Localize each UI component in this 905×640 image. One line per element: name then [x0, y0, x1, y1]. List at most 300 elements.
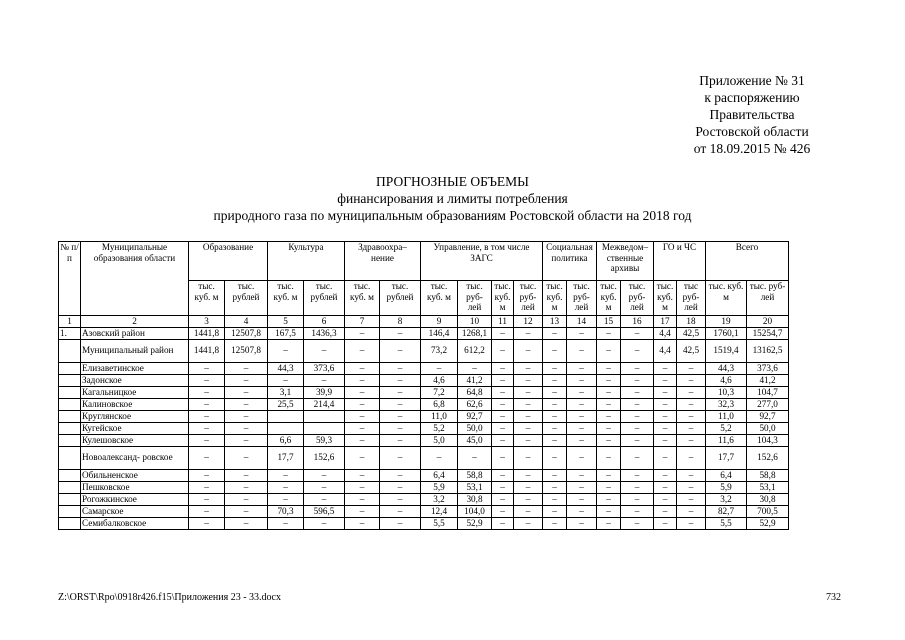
table-cell: 64,8 — [458, 386, 492, 398]
table-cell — [304, 422, 345, 434]
table-cell: 612,2 — [458, 339, 492, 362]
table-cell: – — [225, 434, 268, 446]
table-cell: – — [654, 481, 677, 493]
row-name: Кулешовское — [81, 434, 189, 446]
table-cell: – — [225, 481, 268, 493]
table-row — [59, 386, 789, 398]
table-cell: – — [492, 374, 514, 386]
table-cell: – — [421, 446, 458, 469]
table-cell: – — [514, 386, 543, 398]
row-index — [59, 339, 81, 362]
header-group-education: Образование — [189, 242, 268, 281]
table-row — [59, 410, 789, 422]
table-cell: – — [268, 374, 304, 386]
table-cell: – — [567, 339, 597, 362]
table-cell: – — [597, 422, 621, 434]
unit-header: тыс. куб. м — [654, 281, 677, 316]
table-cell: – — [492, 386, 514, 398]
table-cell: – — [514, 374, 543, 386]
unit-header: тыс. куб. м — [189, 281, 225, 316]
table-cell: – — [654, 434, 677, 446]
table-cell: 42,5 — [677, 339, 706, 362]
table-cell: 12507,8 — [225, 327, 268, 339]
table-cell: – — [567, 469, 597, 481]
table-cell: – — [514, 505, 543, 517]
column-number: 2 — [81, 316, 189, 328]
table-cell: – — [492, 398, 514, 410]
table-cell: 50,0 — [747, 422, 789, 434]
column-number: 6 — [304, 316, 345, 328]
table-cell: – — [621, 386, 654, 398]
table-cell: – — [543, 410, 567, 422]
table-cell: – — [621, 374, 654, 386]
table-cell: – — [567, 386, 597, 398]
unit-header: тыс. куб. м — [543, 281, 567, 316]
column-number: 10 — [458, 316, 492, 328]
table-cell: 70,3 — [268, 505, 304, 517]
table-cell: – — [189, 386, 225, 398]
row-index — [59, 517, 81, 529]
footer-file-path: Z:\ORST\Rpo\0918r426.f15\Приложения 23 - 33.docx — [58, 592, 281, 603]
table-cell: – — [225, 446, 268, 469]
table-cell: – — [677, 362, 706, 374]
table-cell: – — [677, 446, 706, 469]
row-index — [59, 398, 81, 410]
row-index — [59, 505, 81, 517]
table-cell: – — [345, 446, 380, 469]
table-cell: – — [492, 327, 514, 339]
table-cell: – — [597, 398, 621, 410]
column-number: 12 — [514, 316, 543, 328]
table-cell: – — [543, 446, 567, 469]
table-cell: – — [380, 422, 421, 434]
table-row — [59, 481, 789, 493]
table-cell: 373,6 — [304, 362, 345, 374]
table-cell: – — [621, 362, 654, 374]
table-cell: 11,6 — [706, 434, 747, 446]
table-cell: 45,0 — [458, 434, 492, 446]
table-cell: – — [189, 410, 225, 422]
table-cell: – — [567, 362, 597, 374]
table-cell: – — [492, 434, 514, 446]
header-group-social: Социальная политика — [543, 242, 597, 281]
table-row — [59, 362, 789, 374]
table-cell: 30,8 — [458, 493, 492, 505]
row-name: Пешковское — [81, 481, 189, 493]
table-cell: – — [621, 493, 654, 505]
table-cell: – — [654, 374, 677, 386]
column-number: 3 — [189, 316, 225, 328]
table-cell: – — [189, 505, 225, 517]
table-cell: – — [597, 493, 621, 505]
row-name: Муниципальный район — [81, 339, 189, 362]
table-cell: – — [677, 493, 706, 505]
table-cell: – — [597, 481, 621, 493]
table-cell: 1436,3 — [304, 327, 345, 339]
unit-header: тыс. руб- лей — [514, 281, 543, 316]
header-group-health: Здравоохра– нение — [345, 242, 421, 281]
table-cell: – — [621, 481, 654, 493]
table-cell: 7,2 — [421, 386, 458, 398]
table-cell: – — [189, 446, 225, 469]
table-cell: 17,7 — [268, 446, 304, 469]
table-cell: 214,4 — [304, 398, 345, 410]
table-cell: – — [597, 446, 621, 469]
table-cell: 12,4 — [421, 505, 458, 517]
unit-header: тыс. руб- лей — [621, 281, 654, 316]
header-mo: Муниципальные образования области — [81, 242, 189, 316]
table-cell: 373,6 — [747, 362, 789, 374]
row-name: Елизаветинское — [81, 362, 189, 374]
table-cell: – — [345, 517, 380, 529]
unit-header: тыс руб- лей — [677, 281, 706, 316]
table-cell — [268, 410, 304, 422]
table-cell: 4,4 — [654, 339, 677, 362]
table-cell: – — [597, 410, 621, 422]
table-cell: – — [345, 422, 380, 434]
table-cell: – — [345, 327, 380, 339]
table-cell: – — [597, 434, 621, 446]
table-cell: – — [492, 469, 514, 481]
table-cell: – — [225, 386, 268, 398]
table-cell: – — [225, 362, 268, 374]
unit-header: тыс. рублей — [380, 281, 421, 316]
table-cell: – — [268, 481, 304, 493]
table-cell: 152,6 — [304, 446, 345, 469]
table-cell: 5,2 — [706, 422, 747, 434]
table-cell: – — [677, 469, 706, 481]
table-cell: 5,2 — [421, 422, 458, 434]
table-cell: – — [380, 362, 421, 374]
table-cell: 3,2 — [706, 493, 747, 505]
table-cell: 44,3 — [268, 362, 304, 374]
table-cell: – — [225, 422, 268, 434]
row-index: 1. — [59, 327, 81, 339]
table-cell: 82,7 — [706, 505, 747, 517]
table-cell: – — [225, 469, 268, 481]
table-cell: – — [621, 434, 654, 446]
table-cell: – — [268, 517, 304, 529]
table-cell: – — [345, 362, 380, 374]
table-cell: 41,2 — [747, 374, 789, 386]
table-cell: 53,1 — [458, 481, 492, 493]
table-cell: 73,2 — [421, 339, 458, 362]
row-name: Задонское — [81, 374, 189, 386]
table-cell: – — [380, 505, 421, 517]
column-number: 15 — [597, 316, 621, 328]
table-cell: 6,4 — [706, 469, 747, 481]
row-index — [59, 493, 81, 505]
table-row — [59, 434, 789, 446]
table-cell: – — [543, 493, 567, 505]
table-cell: 42,5 — [677, 327, 706, 339]
row-name: Круглянское — [81, 410, 189, 422]
table-cell: – — [380, 339, 421, 362]
table-cell: 1760,1 — [706, 327, 747, 339]
table-cell: – — [304, 517, 345, 529]
unit-header: тыс. рублей — [304, 281, 345, 316]
table-row — [59, 374, 789, 386]
table-cell: 4,6 — [421, 374, 458, 386]
table-body — [59, 316, 789, 530]
table-cell: 596,5 — [304, 505, 345, 517]
table-cell: – — [597, 327, 621, 339]
table-cell: 62,6 — [458, 398, 492, 410]
table-cell — [268, 422, 304, 434]
row-index — [59, 434, 81, 446]
column-number: 1 — [59, 316, 81, 328]
table-cell: – — [654, 446, 677, 469]
table-cell: 1441,8 — [189, 339, 225, 362]
table-cell: – — [677, 481, 706, 493]
table-cell: – — [543, 398, 567, 410]
table-cell: – — [567, 505, 597, 517]
table-cell: – — [567, 422, 597, 434]
table-cell: 6,4 — [421, 469, 458, 481]
table-cell: 104,7 — [747, 386, 789, 398]
table-cell: – — [567, 481, 597, 493]
row-index — [59, 362, 81, 374]
footer-page-number: 732 — [826, 592, 841, 603]
column-number: 8 — [380, 316, 421, 328]
table-cell: 152,6 — [747, 446, 789, 469]
row-index — [59, 481, 81, 493]
table-cell: – — [492, 362, 514, 374]
table-cell: 5,0 — [421, 434, 458, 446]
table-cell: – — [492, 517, 514, 529]
row-name: Семибалковское — [81, 517, 189, 529]
table-row — [59, 446, 789, 469]
table-cell: – — [677, 374, 706, 386]
table-cell: 1441,8 — [189, 327, 225, 339]
table-cell: 5,5 — [421, 517, 458, 529]
table-cell: – — [380, 410, 421, 422]
table-cell: 5,9 — [421, 481, 458, 493]
row-name: Азовский район — [81, 327, 189, 339]
table-cell: – — [492, 505, 514, 517]
table-cell: – — [543, 386, 567, 398]
table-cell: – — [225, 374, 268, 386]
table-cell: – — [189, 481, 225, 493]
table-cell: 146,4 — [421, 327, 458, 339]
table-cell: – — [345, 339, 380, 362]
table-cell: 30,8 — [747, 493, 789, 505]
appendix-line: Ростовской области — [695, 124, 809, 139]
table-cell: 41,2 — [458, 374, 492, 386]
table-cell: – — [597, 469, 621, 481]
row-name: Новоалександ- ровское — [81, 446, 189, 469]
table-cell: – — [514, 517, 543, 529]
table-cell: – — [514, 469, 543, 481]
table-cell: – — [458, 446, 492, 469]
table-cell: – — [677, 398, 706, 410]
table-cell: – — [492, 493, 514, 505]
table-cell: – — [567, 517, 597, 529]
table-cell: – — [514, 327, 543, 339]
table-cell: 12507,8 — [225, 339, 268, 362]
table-cell: – — [514, 339, 543, 362]
appendix-header — [662, 72, 842, 157]
table-cell: 52,9 — [747, 517, 789, 529]
column-number: 13 — [543, 316, 567, 328]
table-cell: – — [189, 517, 225, 529]
table-row — [59, 517, 789, 529]
table-cell: – — [543, 374, 567, 386]
table-cell: – — [621, 422, 654, 434]
table-cell: – — [345, 410, 380, 422]
table-cell: – — [621, 469, 654, 481]
table-cell: – — [514, 446, 543, 469]
header-num: № п/п — [59, 242, 81, 316]
table-cell: – — [380, 517, 421, 529]
row-name: Самарское — [81, 505, 189, 517]
table-cell: – — [677, 422, 706, 434]
column-number: 11 — [492, 316, 514, 328]
table-cell: 3,2 — [421, 493, 458, 505]
table-cell: 5,5 — [706, 517, 747, 529]
table-cell: – — [567, 327, 597, 339]
table-cell: – — [677, 505, 706, 517]
table-row — [59, 505, 789, 517]
header-group-administration: Управление, в том числе ЗАГС — [421, 242, 543, 281]
table-cell: – — [345, 434, 380, 446]
table-cell: 58,8 — [747, 469, 789, 481]
table-cell: – — [654, 410, 677, 422]
table-cell: – — [543, 327, 567, 339]
table-cell: – — [380, 386, 421, 398]
table-cell: – — [567, 410, 597, 422]
table-cell: 59,3 — [304, 434, 345, 446]
row-name: Калиновское — [81, 398, 189, 410]
column-number: 19 — [706, 316, 747, 328]
table-cell: 52,9 — [458, 517, 492, 529]
table-cell: 92,7 — [458, 410, 492, 422]
table-cell: 10,3 — [706, 386, 747, 398]
table-cell: 3,1 — [268, 386, 304, 398]
unit-header: тыс. куб. м — [421, 281, 458, 316]
table-cell: – — [345, 469, 380, 481]
table-row — [59, 493, 789, 505]
table-row — [59, 398, 789, 410]
table-cell: – — [492, 339, 514, 362]
table-cell: – — [492, 422, 514, 434]
table-cell: – — [621, 339, 654, 362]
table-cell: – — [225, 398, 268, 410]
table-cell: – — [304, 493, 345, 505]
table-cell: – — [654, 422, 677, 434]
table-cell: – — [189, 422, 225, 434]
row-index — [59, 374, 81, 386]
document-title — [0, 173, 905, 224]
table-cell: – — [621, 505, 654, 517]
column-number: 18 — [677, 316, 706, 328]
table-cell: – — [543, 505, 567, 517]
row-name: Кагальницкое — [81, 386, 189, 398]
table-cell: – — [543, 362, 567, 374]
table-cell: 104,0 — [458, 505, 492, 517]
header-group-total: Всего — [706, 242, 789, 281]
table-cell: – — [543, 422, 567, 434]
table-cell: – — [189, 374, 225, 386]
table-cell: – — [345, 386, 380, 398]
table-cell: 11,0 — [706, 410, 747, 422]
appendix-line: Приложение № 31 — [699, 73, 805, 88]
row-name: Обильненское — [81, 469, 189, 481]
column-number: 7 — [345, 316, 380, 328]
table-cell: – — [458, 362, 492, 374]
column-number: 5 — [268, 316, 304, 328]
table-cell: – — [597, 339, 621, 362]
unit-header: тыс. куб. м — [492, 281, 514, 316]
table-cell: 4,4 — [654, 327, 677, 339]
table-cell: – — [597, 505, 621, 517]
table-cell: – — [189, 493, 225, 505]
table-cell: – — [514, 434, 543, 446]
table-cell: – — [380, 398, 421, 410]
table-cell: – — [304, 481, 345, 493]
table-cell: – — [345, 493, 380, 505]
table-cell: – — [677, 434, 706, 446]
table-cell: – — [189, 469, 225, 481]
table-cell: – — [492, 446, 514, 469]
table-cell: – — [567, 398, 597, 410]
table-cell: – — [654, 517, 677, 529]
table-cell: – — [492, 481, 514, 493]
header-group-archives: Межведом– ственные архивы — [597, 242, 654, 281]
row-name: Кугейское — [81, 422, 189, 434]
table-row — [59, 469, 789, 481]
title-line-3: природного газа по муниципальным образованиям Ростовской области на 2018 год — [213, 208, 692, 223]
table-cell: – — [514, 410, 543, 422]
table-cell: – — [677, 517, 706, 529]
unit-header: тыс. руб- лей — [747, 281, 789, 316]
table-cell: – — [654, 493, 677, 505]
table-cell: – — [421, 362, 458, 374]
table-row — [59, 422, 789, 434]
row-index — [59, 469, 81, 481]
table-cell: 11,0 — [421, 410, 458, 422]
unit-header: тыс. куб. м — [597, 281, 621, 316]
table-cell: 4,6 — [706, 374, 747, 386]
table-cell: – — [345, 505, 380, 517]
table-cell: – — [677, 386, 706, 398]
table-cell: – — [621, 327, 654, 339]
table-cell: – — [514, 481, 543, 493]
table-cell: – — [189, 434, 225, 446]
column-number: 16 — [621, 316, 654, 328]
table-cell: – — [543, 469, 567, 481]
table-cell: – — [304, 469, 345, 481]
table-cell: 92,7 — [747, 410, 789, 422]
table-cell: – — [189, 398, 225, 410]
table-cell: – — [514, 362, 543, 374]
table-cell: – — [654, 469, 677, 481]
table-cell: – — [621, 446, 654, 469]
table-cell: 39,9 — [304, 386, 345, 398]
column-numbers-row — [59, 316, 789, 328]
appendix-line: Правительства — [709, 107, 795, 122]
table-cell: 53,1 — [747, 481, 789, 493]
table-cell: – — [654, 362, 677, 374]
title-line-1: ПРОГНОЗНЫЕ ОБЪЕМЫ — [376, 174, 529, 189]
table-cell: – — [654, 398, 677, 410]
table-cell: – — [514, 398, 543, 410]
table-cell: – — [268, 469, 304, 481]
table-cell: 700,5 — [747, 505, 789, 517]
table-cell: 15254,7 — [747, 327, 789, 339]
table-cell: 13162,5 — [747, 339, 789, 362]
table-cell: – — [567, 434, 597, 446]
